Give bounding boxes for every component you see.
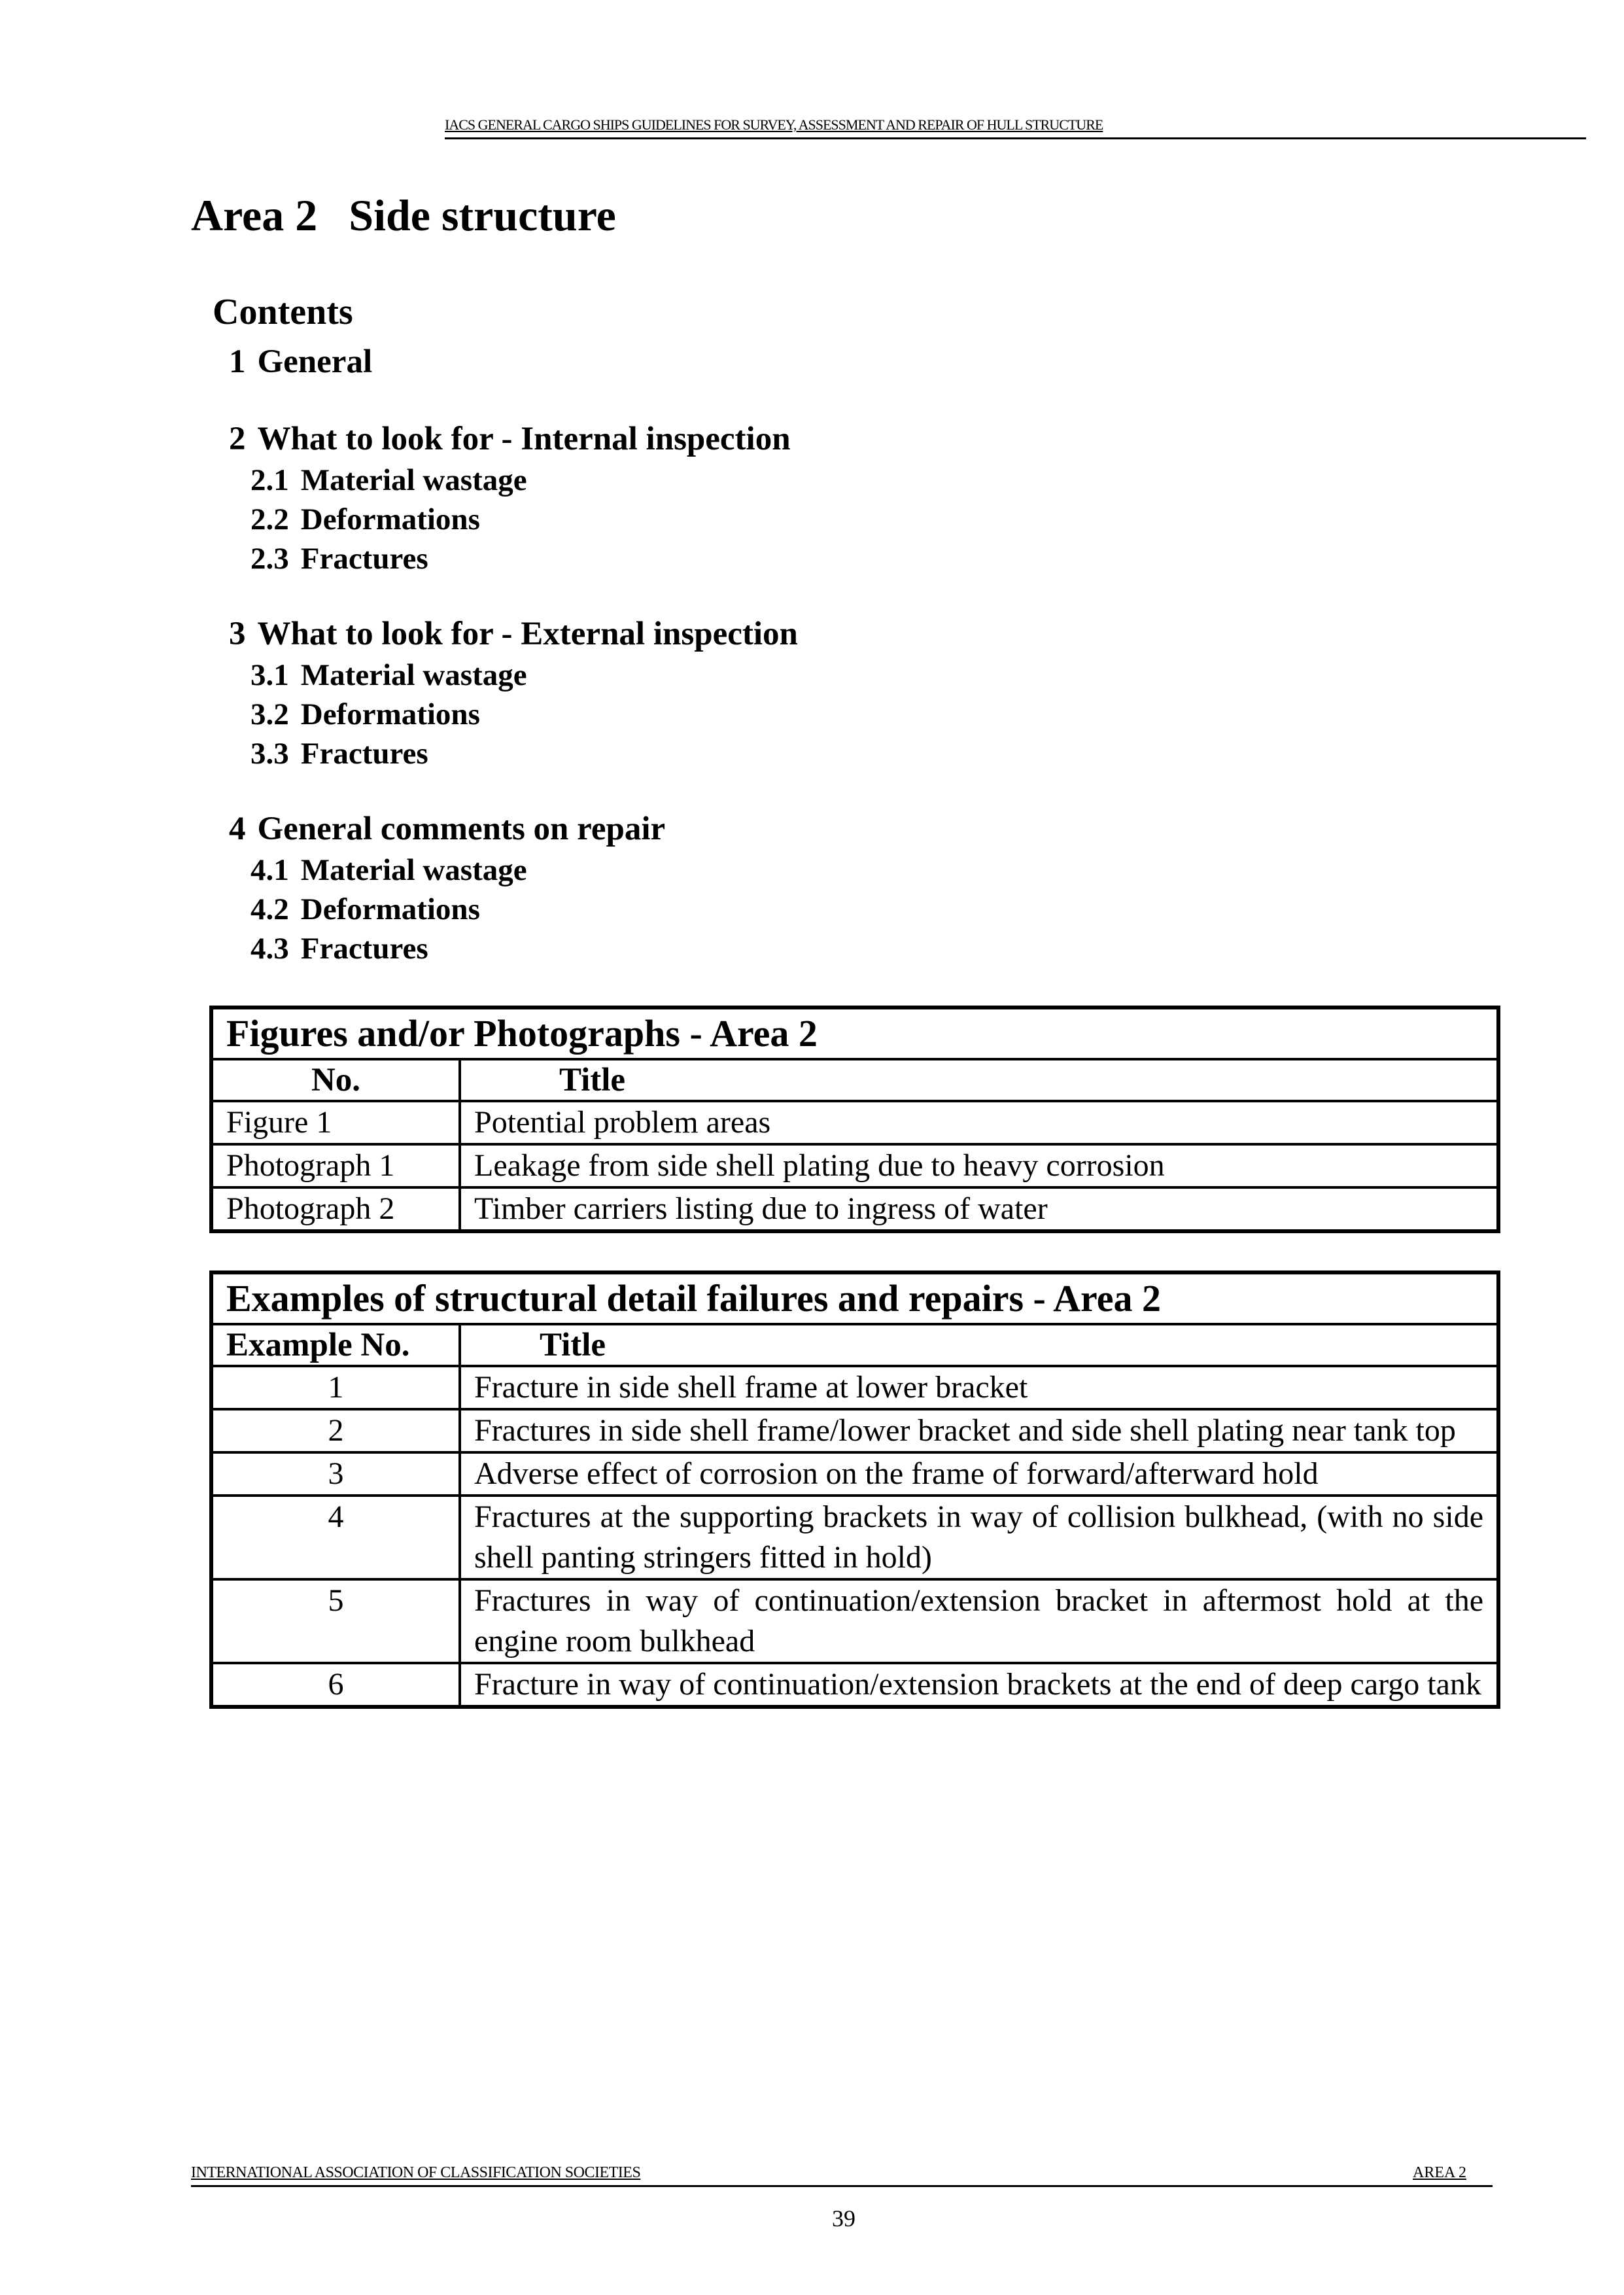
- footer-organization: INTERNATIONAL ASSOCIATION OF CLASSIFICATION SOCIETIES: [191, 2164, 641, 2181]
- toc-item: [229, 340, 798, 383]
- table-row: [211, 1579, 1498, 1663]
- toc-subitem-number: 2.3: [251, 542, 289, 576]
- toc-subitem: [229, 656, 798, 695]
- examples-col-title-header: Title: [460, 1324, 1498, 1366]
- toc-subitem: [229, 890, 798, 929]
- toc-subitem-title: Material wastage: [300, 853, 527, 887]
- toc-subitem: [229, 734, 798, 773]
- toc-subitem-number: 4.2: [251, 892, 289, 926]
- table-row: [211, 1366, 1498, 1409]
- table-of-contents: [229, 340, 798, 1002]
- toc-section: [229, 612, 798, 773]
- contents-heading: Contents: [213, 292, 353, 332]
- toc-item-title: General comments on repair: [257, 811, 666, 847]
- toc-subitem-number: 3.3: [251, 737, 289, 771]
- examples-col-no-header: Example No.: [211, 1324, 460, 1366]
- row-number-cell: 5: [211, 1579, 460, 1663]
- toc-section: [229, 807, 798, 968]
- toc-subitem: [229, 695, 798, 734]
- toc-item-title: What to look for - Internal inspection: [257, 421, 791, 457]
- toc-subitem: [229, 539, 798, 578]
- table-row: [211, 1144, 1498, 1187]
- toc-subitem-title: Fractures: [300, 542, 428, 576]
- toc-item: [229, 807, 798, 850]
- figures-table: [209, 1006, 1500, 1233]
- toc-item-number: 2: [229, 421, 246, 457]
- toc-subitem-title: Material wastage: [300, 658, 527, 692]
- toc-item-number: 1: [229, 343, 246, 380]
- running-header: IACS GENERAL CARGO SHIPS GUIDELINES FOR SURVEY, ASSESSMENT AND REPAIR OF HULL STRUCTURE: [445, 116, 1103, 133]
- table-row: [211, 1101, 1498, 1144]
- row-title-cell: Leakage from side shell plating due to heavy corrosion: [460, 1144, 1498, 1187]
- toc-subitem-number: 4.3: [251, 932, 289, 966]
- toc-item-number: 3: [229, 616, 246, 652]
- row-number-cell: 2: [211, 1409, 460, 1452]
- figures-col-no-header: No.: [211, 1059, 460, 1101]
- row-number-cell: Figure 1: [211, 1101, 460, 1144]
- row-number-cell: Photograph 2: [211, 1187, 460, 1231]
- table-row: [211, 1663, 1498, 1707]
- row-title-cell: Fractures at the supporting brackets in way of collision bulkhead, (with no side shell panting stringers fitted in hold): [460, 1496, 1498, 1579]
- toc-item-number: 4: [229, 811, 246, 847]
- toc-subitem-title: Deformations: [300, 697, 480, 731]
- toc-subitem-title: Deformations: [300, 502, 480, 536]
- toc-subitem: [229, 461, 798, 500]
- row-number-cell: Photograph 1: [211, 1144, 460, 1187]
- page-number: 39: [832, 2205, 855, 2232]
- toc-subitem-number: 3.2: [251, 697, 289, 731]
- row-title-cell: Fracture in side shell frame at lower bracket: [460, 1366, 1498, 1409]
- examples-table: [209, 1270, 1500, 1709]
- header-rule: [445, 137, 1586, 139]
- toc-subitem-title: Deformations: [300, 892, 480, 926]
- table-row: [211, 1496, 1498, 1579]
- figures-col-title-header: Title: [460, 1059, 1498, 1101]
- toc-subitem-number: 2.2: [251, 502, 289, 536]
- row-number-cell: 3: [211, 1452, 460, 1496]
- toc-subitem-number: 2.1: [251, 463, 289, 497]
- row-number-cell: 6: [211, 1663, 460, 1707]
- row-title-cell: Potential problem areas: [460, 1101, 1498, 1144]
- table-row: [211, 1187, 1498, 1231]
- toc-subitem: [229, 850, 798, 890]
- toc-subitem-title: Fractures: [300, 932, 428, 966]
- toc-section: [229, 417, 798, 578]
- toc-subitem: [229, 500, 798, 539]
- examples-table-caption: Examples of structural detail failures and repairs - Area 2: [211, 1272, 1498, 1324]
- figures-table-caption: Figures and/or Photographs - Area 2: [211, 1007, 1498, 1059]
- toc-item-title: What to look for - External inspection: [257, 616, 798, 652]
- toc-item-title: General: [257, 343, 373, 380]
- footer-area: AREA 2: [1413, 2164, 1467, 2181]
- page-title: [191, 190, 616, 241]
- toc-subitem-title: Fractures: [300, 737, 428, 771]
- table-row: [211, 1409, 1498, 1452]
- toc-subitem-number: 3.1: [251, 658, 289, 692]
- row-title-cell: Fracture in way of continuation/extension brackets at the end of deep cargo tank: [460, 1663, 1498, 1707]
- toc-subitem-number: 4.1: [251, 853, 289, 887]
- row-number-cell: 1: [211, 1366, 460, 1409]
- toc-section: [229, 340, 798, 383]
- area-name: Side structure: [349, 190, 616, 240]
- toc-subitem: [229, 929, 798, 968]
- table-row: [211, 1452, 1498, 1496]
- toc-item: [229, 417, 798, 461]
- row-title-cell: Fractures in side shell frame/lower bracket and side shell plating near tank top: [460, 1409, 1498, 1452]
- footer-rule: [191, 2185, 1493, 2187]
- row-number-cell: 4: [211, 1496, 460, 1579]
- area-label: Area 2: [191, 190, 318, 240]
- row-title-cell: Timber carriers listing due to ingress of water: [460, 1187, 1498, 1231]
- toc-subitem-title: Material wastage: [300, 463, 527, 497]
- row-title-cell: Adverse effect of corrosion on the frame of forward/afterward hold: [460, 1452, 1498, 1496]
- toc-item: [229, 612, 798, 656]
- row-title-cell: Fractures in way of continuation/extension bracket in aftermost hold at the engine room bulkhead: [460, 1579, 1498, 1663]
